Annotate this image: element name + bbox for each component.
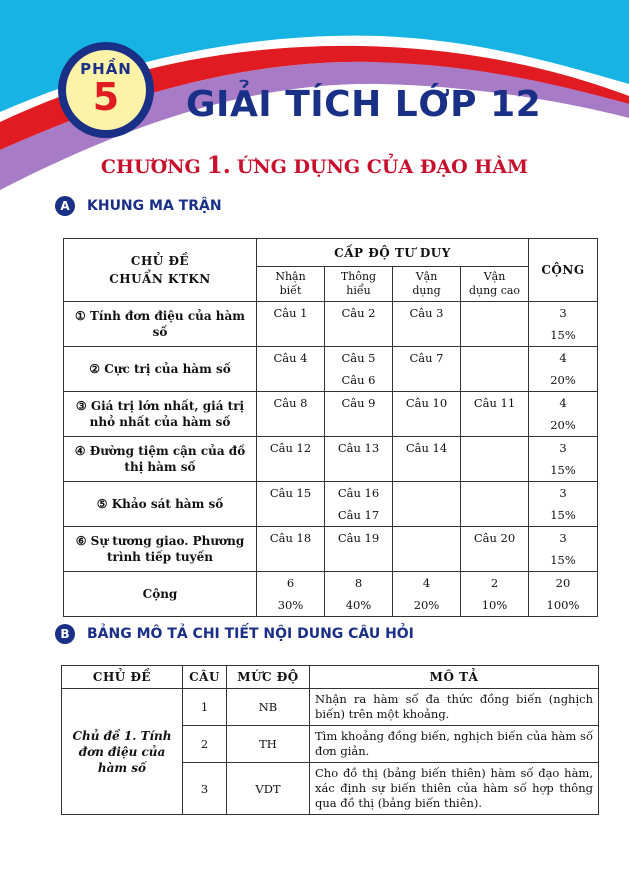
matrix-cell: Câu 9 bbox=[325, 392, 393, 437]
chapter-prefix: CHƯƠNG bbox=[100, 156, 201, 178]
matrix-cell: Câu 2 bbox=[325, 302, 393, 347]
section-a-heading bbox=[55, 196, 222, 216]
matrix-cell bbox=[393, 482, 461, 527]
detail-header-description: MÔ TẢ bbox=[310, 666, 599, 689]
detail-level: TH bbox=[227, 726, 310, 763]
matrix-cell bbox=[461, 347, 529, 392]
part-badge-word: PHẦN bbox=[80, 60, 132, 78]
matrix-cell: Câu 11 bbox=[461, 392, 529, 437]
matrix-topic: ⑥ Sự tương giao. Phương trình tiếp tuyến bbox=[64, 527, 257, 572]
matrix-row bbox=[64, 437, 598, 482]
matrix-cell: Câu 20 bbox=[461, 527, 529, 572]
detail-header-topic: CHỦ ĐỀ bbox=[62, 666, 183, 689]
matrix-cell bbox=[461, 437, 529, 482]
matrix-cell: Câu 16 Câu 17 bbox=[325, 482, 393, 527]
matrix-total-cell: 6 30% bbox=[257, 572, 325, 617]
matrix-row-total: 3 15% bbox=[529, 437, 598, 482]
section-b-letter: B bbox=[55, 624, 75, 644]
matrix-row bbox=[64, 302, 598, 347]
matrix-cell: Câu 14 bbox=[393, 437, 461, 482]
matrix-total-cell: 2 10% bbox=[461, 572, 529, 617]
matrix-topic: ⑤ Khảo sát hàm số bbox=[64, 482, 257, 527]
matrix-cell: Câu 12 bbox=[257, 437, 325, 482]
matrix-cell: Câu 15 bbox=[257, 482, 325, 527]
page-title: GIẢI TÍCH LỚP 12 bbox=[186, 84, 542, 125]
matrix-cell bbox=[461, 482, 529, 527]
matrix-total-header: CỘNG bbox=[529, 239, 598, 302]
section-b-heading bbox=[55, 624, 414, 644]
matrix-row bbox=[64, 527, 598, 572]
detail-description: Tìm khoảng đồng biến, nghịch biến của hàm số đơn giản. bbox=[310, 726, 599, 763]
matrix-cell: Câu 5 Câu 6 bbox=[325, 347, 393, 392]
detail-topic-cell: Chủ đề 1. Tính đơn điệu của hàm số bbox=[62, 689, 183, 815]
detail-question: 3 bbox=[183, 763, 227, 815]
matrix-cell bbox=[461, 302, 529, 347]
matrix-cell: Câu 10 bbox=[393, 392, 461, 437]
matrix-topic: ③ Giá trị lớn nhất, giá trị nhỏ nhất của hàm số bbox=[64, 392, 257, 437]
matrix-topic: ① Tính đơn điệu của hàm số bbox=[64, 302, 257, 347]
section-b-title: BẢNG MÔ TẢ CHI TIẾT NỘI DUNG CÂU HỎI bbox=[87, 626, 414, 642]
matrix-topic-header: CHỦ ĐỀ CHUẨN KTKN bbox=[64, 239, 257, 302]
detail-description: Nhận ra hàm số đa thức đồng biến (nghịch biến) trên một khoảng. bbox=[310, 689, 599, 726]
matrix-total-row bbox=[64, 572, 598, 617]
matrix-level-col: Vận dụng bbox=[393, 267, 461, 302]
matrix-row-total: 3 15% bbox=[529, 527, 598, 572]
detail-header-level: MỨC ĐỘ bbox=[227, 666, 310, 689]
matrix-row-total: 3 15% bbox=[529, 482, 598, 527]
matrix-total-cell: 8 40% bbox=[325, 572, 393, 617]
matrix-cell: Câu 4 bbox=[257, 347, 325, 392]
matrix-cell: Câu 7 bbox=[393, 347, 461, 392]
section-a-title: KHUNG MA TRẬN bbox=[87, 198, 222, 214]
section-a-letter: A bbox=[55, 196, 75, 216]
detail-question: 1 bbox=[183, 689, 227, 726]
matrix-row-total: 3 15% bbox=[529, 302, 598, 347]
matrix-row bbox=[64, 347, 598, 392]
part-badge-inner bbox=[66, 50, 146, 130]
matrix-row-total: 4 20% bbox=[529, 392, 598, 437]
matrix-table bbox=[63, 238, 598, 617]
matrix-topic: ④ Đường tiệm cận của đồ thị hàm số bbox=[64, 437, 257, 482]
matrix-cell: Câu 19 bbox=[325, 527, 393, 572]
matrix-topic: ② Cực trị của hàm số bbox=[64, 347, 257, 392]
matrix-total-cell: 20 100% bbox=[529, 572, 598, 617]
detail-header-question: CÂU bbox=[183, 666, 227, 689]
detail-level: NB bbox=[227, 689, 310, 726]
chapter-title bbox=[0, 152, 629, 179]
detail-description: Cho đồ thị (bảng biến thiên) hàm số đạo hàm, xác định sự biến thiên của hàm số hợp thông qua đồ thị (bảng biến thiên). bbox=[310, 763, 599, 815]
matrix-total-label: Cộng bbox=[64, 572, 257, 617]
chapter-name: ỨNG DỤNG CỦA ĐẠO HÀM bbox=[236, 156, 529, 178]
matrix-row bbox=[64, 482, 598, 527]
matrix-level-header: CẤP ĐỘ TƯ DUY bbox=[257, 239, 529, 267]
detail-question: 2 bbox=[183, 726, 227, 763]
matrix-level-col: Thông hiểu bbox=[325, 267, 393, 302]
matrix-cell: Câu 3 bbox=[393, 302, 461, 347]
matrix-level-col: Nhận biết bbox=[257, 267, 325, 302]
detail-level: VDT bbox=[227, 763, 310, 815]
matrix-total-cell: 4 20% bbox=[393, 572, 461, 617]
part-badge bbox=[58, 42, 154, 138]
matrix-level-col: Vận dụng cao bbox=[461, 267, 529, 302]
part-badge-number: 5 bbox=[92, 75, 120, 119]
matrix-cell: Câu 8 bbox=[257, 392, 325, 437]
detail-table bbox=[61, 665, 599, 815]
matrix-cell bbox=[393, 527, 461, 572]
matrix-cell: Câu 18 bbox=[257, 527, 325, 572]
matrix-cell: Câu 1 bbox=[257, 302, 325, 347]
chapter-number: 1. bbox=[206, 152, 231, 179]
matrix-body bbox=[64, 302, 598, 572]
matrix-row-total: 4 20% bbox=[529, 347, 598, 392]
matrix-row bbox=[64, 392, 598, 437]
matrix-cell: Câu 13 bbox=[325, 437, 393, 482]
